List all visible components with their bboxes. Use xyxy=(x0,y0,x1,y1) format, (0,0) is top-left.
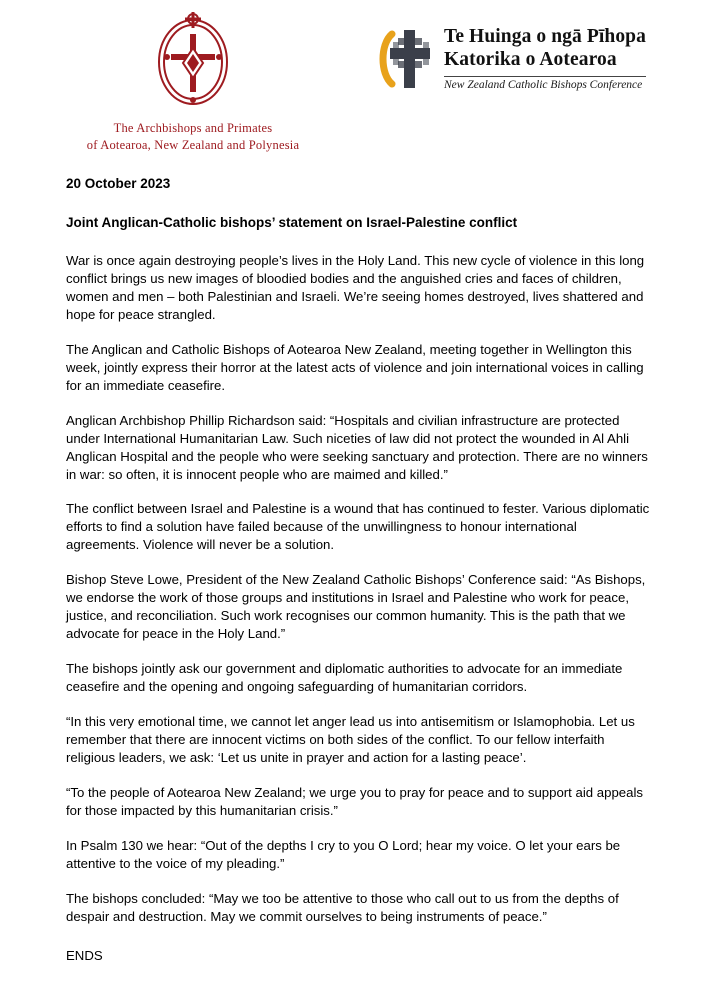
catholic-wordmark-line1: Te Huinga o ngā Pīhopa xyxy=(444,26,646,47)
document-body xyxy=(66,176,650,963)
paragraph: The conflict between Israel and Palestine is a wound that has continued to fester. Various diplomatic efforts to find a solution have failed because of the unwillingness to honour international agreements. Violence will never be a solution. xyxy=(66,501,650,553)
catholic-cross-icon xyxy=(378,28,434,90)
anglican-caption-line2: of Aotearoa, New Zealand and Polynesia xyxy=(86,137,300,152)
anglican-crest-icon xyxy=(145,8,241,112)
anglican-primates-block xyxy=(48,8,338,154)
paragraph: “In this very emotional time, we cannot let anger lead us into antisemitism or Islamophobia. Let us remember that there are innocent victims on both sides of the conflict. To our fellow interfaith religious leaders, we ask: ‘Let us unite in prayer and action for a lasting peace’. xyxy=(66,714,635,765)
document-date: 20 October 2023 xyxy=(66,176,171,191)
catholic-wordmark-line2: Katorika o Aotearoa xyxy=(444,48,617,70)
paragraph: In Psalm 130 we hear: “Out of the depths I cry to you O Lord; hear my voice. O let your ears be attentive to the voice of my pleading.” xyxy=(66,837,621,871)
catholic-wordmark-line3: New Zealand Catholic Bishops Conference xyxy=(444,76,646,91)
paragraph: “To the people of Aotearoa New Zealand; we urge you to pray for peace and to support aid appeals for those impacted by this humanitarian crisis.” xyxy=(66,784,643,818)
catholic-bishops-block xyxy=(378,26,668,91)
paragraph: Bishop Steve Lowe, President of the New Zealand Catholic Bishops’ Conference said: “As Bishops, we endorse the work of those groups and institutions in Israel and Palestine who work for peace, justice, and reconciliation. Such work recognises our common humanity. This is the path that we advocate for peace in the Holy Land.” xyxy=(66,572,646,642)
paragraph: Anglican Archbishop Phillip Richardson said: “Hospitals and civilian infrastructure are protected under International Humanitarian Law. Such niceties of law did not protect the wounded in Al Ahli Anglican Hospital and the people who were seeking sanctuary and protection. There are no winners in war: so often, it is innocent people who are maimed and killed.” xyxy=(66,412,648,482)
letterhead xyxy=(0,0,715,170)
paragraph: The bishops jointly ask our government and diplomatic authorities to advocate for an immediate ceasefire and the opening and ongoing safeguarding of humanitarian corridors. xyxy=(66,661,623,695)
anglican-caption-line1: The Archbishops and Primates xyxy=(113,121,273,135)
catholic-wordmark xyxy=(444,26,646,91)
document-ends-marker: ENDS xyxy=(66,947,103,963)
paragraph: The Anglican and Catholic Bishops of Aotearoa New Zealand, meeting together in Wellington this week, jointly express their horror at the latest acts of violence and join international voices in calling for an immediate ceasefire. xyxy=(66,341,644,393)
paragraph: War is once again destroying people’s lives in the Holy Land. This new cycle of violence in this long conflict brings us new images of bloodied bodies and the anguished cries and faces of children, women and men – both Palestinian and Israeli. We’re seeing homes destroyed, lives shattered and hope for peace strangled. xyxy=(66,253,645,322)
document-title: Joint Anglican-Catholic bishops’ statement on Israel-Palestine conflict xyxy=(66,215,518,230)
anglican-caption xyxy=(48,120,338,154)
paragraph: The bishops concluded: “May we too be attentive to those who call out to us from the depths of despair and destruction. May we commit ourselves to being instruments of peace.” xyxy=(66,890,619,924)
